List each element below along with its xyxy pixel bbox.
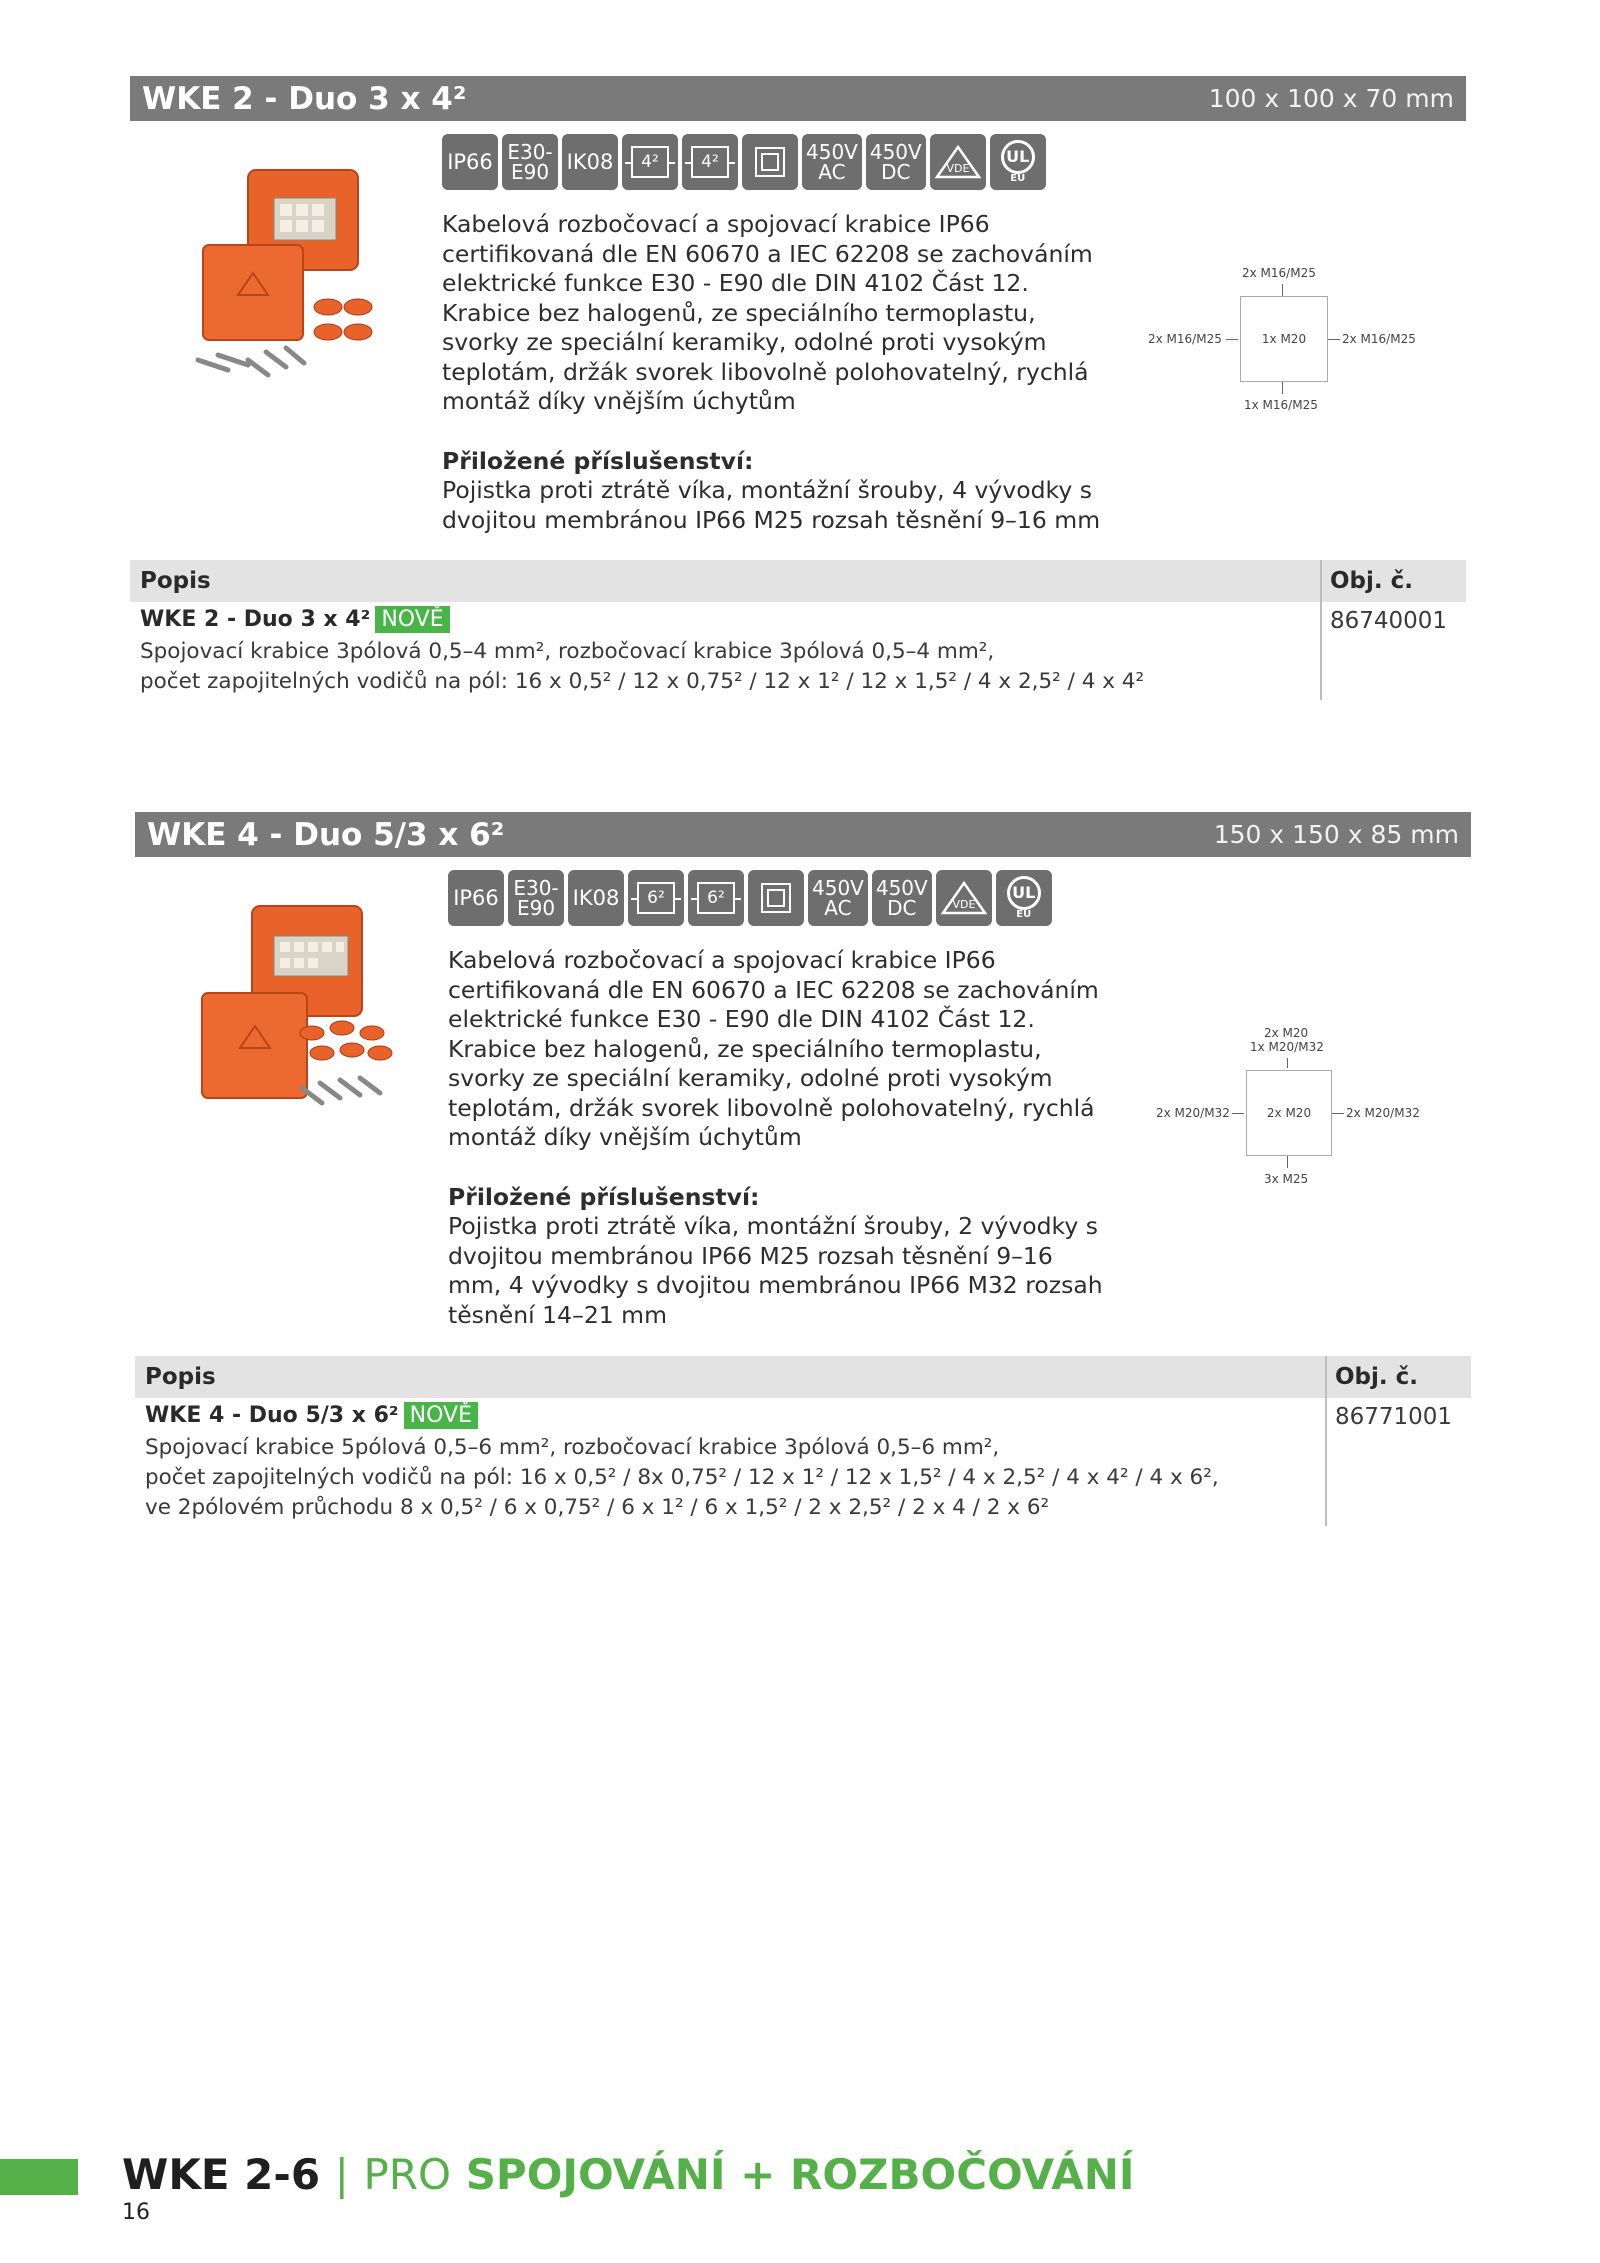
product-image-wke2 (188, 160, 408, 390)
voltage-dc-icon (866, 134, 926, 190)
ul-icon (990, 134, 1046, 190)
gland-diagram-2 (1140, 1024, 1460, 1214)
property-icons-1 (442, 134, 1046, 190)
section-dimensions: 100 x 100 x 70 mm (1208, 84, 1454, 113)
product-image-wke4 (192, 898, 412, 1128)
voltage-type: AC (824, 896, 852, 920)
voltage-type: DC (881, 160, 911, 184)
vde-label: VDE (952, 898, 976, 911)
product-table-2 (135, 1356, 1471, 1526)
accessories-text: Pojistka proti ztrátě víka, montážní šrouby, 4 vývodky s dvojitou membránou IP66 M25 rozsah těsnění 9–16 mm (442, 476, 1101, 534)
fire-rating-icon (508, 870, 564, 926)
col-header-description: Popis (140, 568, 211, 594)
diagram-top2-label: 1x M20/M32 (1250, 1040, 1324, 1054)
voltage-value: 450V (812, 876, 864, 900)
terminal-size: 4² (691, 146, 729, 178)
col-header-order-number: Obj. č. (1330, 568, 1414, 594)
section-header-2 (135, 812, 1471, 857)
footer-separator: | (334, 2150, 349, 2199)
diagram-left-label: 2x M20/M32 (1156, 1106, 1230, 1120)
description-text: Kabelová rozbočovací a spojovací krabice IP66 certifikovaná dle EN 60670 a IEC 62208 se zachováním elektrické funkce E30 - E90 dle DIN 4102 Část 12. Krabice bez halogenů, ze speciálního termoplastu, svorky ze speciální keramiky, odolné proti vysokým teplotám, držák svorek libovolně polohovatelný, rychlá montáž díky vnějším úchytům (442, 210, 1093, 415)
voltage-type: AC (818, 160, 846, 184)
ip66-icon: IP66 (442, 134, 498, 190)
double-insulation-icon (742, 134, 798, 190)
section-dimensions: 150 x 150 x 85 mm (1213, 820, 1459, 849)
diagram-center-label: 2x M20 (1266, 1106, 1312, 1120)
voltage-ac-icon (808, 870, 868, 926)
property-icons-2 (448, 870, 1052, 926)
table-row (140, 604, 1310, 697)
footer-accent-bar (0, 2159, 78, 2195)
footer-highlight: SPOJOVÁNÍ + ROZBOČOVÁNÍ (465, 2150, 1135, 2199)
ip66-icon: IP66 (448, 870, 504, 926)
gland-diagram-1 (1130, 262, 1450, 442)
mounting-screws (302, 1078, 380, 1103)
voltage-value: 450V (806, 140, 858, 164)
product-spec-line: ve 2pólovém průchodu 8 x 0,5² / 6 x 0,75² / 6 x 1² / 6 x 1,5² / 2 x 2,5² / 2 x 4 / 2 x 6² (145, 1495, 1050, 1520)
voltage-dc-icon (872, 870, 932, 926)
junction-box-lid (202, 993, 307, 1098)
ik08-icon: IK08 (568, 870, 624, 926)
terminal-size: 6² (697, 882, 735, 914)
diagram-right-label: 2x M16/M25 (1342, 332, 1416, 346)
voltage-type: DC (887, 896, 917, 920)
new-badge: NOVĚ (375, 606, 449, 633)
terminal-icon (688, 870, 744, 926)
fire-rating-top: E30- (513, 876, 559, 900)
fire-rating-bottom: E90 (510, 160, 550, 184)
product-description-2 (448, 946, 1118, 1330)
terminal-icon (628, 870, 684, 926)
section-title: WKE 2 - Duo 3 x 4² (142, 80, 467, 117)
order-number: 86771001 (1335, 1404, 1453, 1430)
ul-sub: EU (1010, 173, 1026, 184)
voltage-value: 450V (875, 876, 928, 900)
vde-label: VDE (946, 162, 970, 175)
accessories-text: Pojistka proti ztrátě víka, montážní šrouby, 2 vývodky s dvojitou membránou IP66 M25 rozsah těsnění 9–16 mm, 4 vývodky s dvojitou membránou IP66 M32 rozsah těsnění 14–21 mm (448, 1212, 1103, 1329)
diagram-box (1240, 296, 1328, 382)
diagram-right-label: 2x M20/M32 (1346, 1106, 1420, 1120)
col-header-description: Popis (145, 1364, 216, 1390)
product-spec-line: Spojovací krabice 3pólová 0,5–4 mm², rozbočovací krabice 3pólová 0,5–4 mm², (140, 639, 995, 664)
diagram-bottom-label: 3x M25 (1264, 1172, 1309, 1186)
section-title: WKE 4 - Duo 5/3 x 6² (147, 816, 505, 853)
table-header (130, 560, 1466, 602)
footer-title (122, 2150, 1135, 2199)
diagram-bottom-label: 1x M16/M25 (1244, 398, 1318, 412)
junction-box-lid (203, 245, 303, 340)
ik08-icon: IK08 (562, 134, 618, 190)
diagram-top-label: 2x M16/M25 (1242, 266, 1316, 280)
product-spec-line: počet zapojitelných vodičů na pól: 16 x 0,5² / 8x 0,75² / 12 x 1² / 12 x 1,5² / 4 x 2,5² / 4 x 4² / 4 x 6², (145, 1465, 1219, 1490)
voltage-value: 450V (869, 140, 922, 164)
accessories-title: Přiložené příslušenství: (442, 446, 754, 475)
mounting-screws (198, 348, 304, 375)
voltage-ac-icon (802, 134, 862, 190)
col-header-order-number: Obj. č. (1335, 1364, 1419, 1390)
double-insulation-icon (748, 870, 804, 926)
ul-sub: EU (1016, 909, 1032, 920)
ul-icon (996, 870, 1052, 926)
product-spec-line: Spojovací krabice 5pólová 0,5–6 mm², rozbočovací krabice 3pólová 0,5–6 mm², (145, 1435, 1000, 1460)
product-description-1 (442, 210, 1112, 535)
terminal-icon (682, 134, 738, 190)
diagram-top-label: 2x M20 (1264, 1026, 1309, 1040)
product-table-1 (130, 560, 1466, 700)
fire-rating-icon (502, 134, 558, 190)
new-badge: NOVĚ (404, 1402, 478, 1429)
footer-pro: PRO (363, 2150, 452, 2199)
terminal-size: 4² (631, 146, 669, 178)
order-number: 86740001 (1330, 608, 1448, 634)
terminal-size: 6² (637, 882, 675, 914)
terminal-icon (622, 134, 678, 190)
product-name: WKE 2 - Duo 3 x 4² (140, 607, 371, 632)
diagram-center-label: 1x M20 (1261, 332, 1307, 346)
product-spec-line: počet zapojitelných vodičů na pól: 16 x 0,5² / 12 x 0,75² / 12 x 1² / 12 x 1,5² / 4 x 2,5² / 4 x 4² (140, 669, 1145, 694)
diagram-box (1246, 1070, 1332, 1156)
table-row (145, 1400, 1315, 1523)
cable-glands (300, 1021, 392, 1060)
ul-label: UL (1001, 140, 1035, 174)
accessories-title: Přiložené příslušenství: (448, 1182, 760, 1211)
footer-brand: WKE 2-6 (122, 2150, 321, 2199)
diagram-left-label: 2x M16/M25 (1148, 332, 1222, 346)
page-number: 16 (122, 2200, 150, 2225)
fire-rating-top: E30- (507, 140, 553, 164)
cable-glands (314, 299, 372, 340)
vde-icon (936, 870, 992, 926)
vde-icon (930, 134, 986, 190)
description-text: Kabelová rozbočovací a spojovací krabice IP66 certifikovaná dle EN 60670 a IEC 62208 se zachováním elektrické funkce E30 - E90 dle DIN 4102 Část 12. Krabice bez halogenů, ze speciálního termoplastu, svorky ze speciální keramiky, odolné proti vysokým teplotám, držák svorek libovolně polohovatelný, rychlá montáž díky vnějším úchytům (448, 946, 1099, 1151)
product-name: WKE 4 - Duo 5/3 x 6² (145, 1403, 399, 1428)
ul-label: UL (1007, 876, 1041, 910)
fire-rating-bottom: E90 (516, 896, 556, 920)
section-header-1 (130, 76, 1466, 121)
table-header (135, 1356, 1471, 1398)
